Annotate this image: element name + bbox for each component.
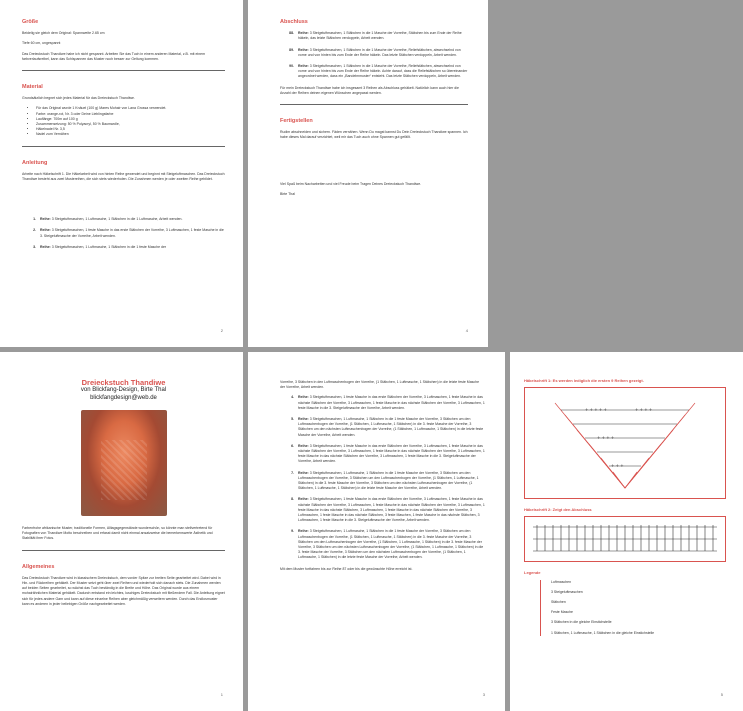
page-number: 3	[482, 692, 485, 697]
author-line: von Blickfang-Design, Birte Thal	[80, 387, 167, 393]
material-item: • Farbe: orange-rot, Nr. 3 oder Deine Lieblingsfarbe	[36, 112, 225, 117]
row-item: 9. Reihe: 3 Steigeluftmaschen, 1 Luftmasche, 1 Stäbchen in die 1 feste Masche der Vorreihe, 3 Stäbchen um den Luftmaschenbogen der Vorreihe, (1 Stäbchen, 1 Luftmasche, 1 Stäbchen) in die 3. feste Masche der Vorreihe, 3 Stäbchen um den Luftmaschenbogen der Vorreihe, (1 Stäbchen, 1 Luftmasche, 1 Stäbchen) in die 3. feste Masche der Vorreihe, 3 Stäbchen um den nächsten Luftmaschenbogen der Vorreihe, (1 Stäbchen, 1 Luftmasche, 1 Stäbchen) in die 3. feste Masche der Vorreihe, 3 Stäbchen um den nächsten Luftmaschenbogen der Vorreihe, (1 Stäbchen, 1 Luftmasche, 1 Stäbchen) in die letzte feste Masche der Vorreihe, Arbeit wenden.	[291, 529, 484, 560]
row-item: 2. Reihe: 3 Steigeluftmaschen, 1 feste Masche in das erste Stäbchen der Vorreihe, 3 Luftmaschen, 1 feste Masche in die 3. Steigeluftmasche der Vorreihe, Arbeit wenden.	[33, 228, 224, 238]
heading-abschluss: Abschluss	[280, 19, 308, 25]
page-1	[0, 352, 243, 711]
row-item: 6. Reihe: 3 Steigeluftmaschen, 1 feste Masche in das erste Stäbchen der Vorreihe, 3 Luftmaschen, 1 feste Masche in das nächste Stäbchen der Vorreihe, 3 Luftmaschen, 1 feste Masche in das nächste Stäbchen der Vorreihe, 3 Luftmaschen, 1 feste Masche in das nächste Stäbchen der Vorreihe, 3 Luftmaschen, 1 feste Masche in die 3. Steigeluftmasche der Vorreihe, Arbeit wenden.	[291, 443, 485, 464]
svg-text:+ + + +: + + + +	[597, 435, 615, 441]
page-5	[510, 352, 743, 711]
row-item: 4. Reihe: 3 Steigeluftmaschen, 1 feste Masche in das erste Stäbchen der Vorreihe, 3 Luftmaschen, 1 feste Masche in das nächste Stäbchen der Vorreihe, 3 Luftmaschen, 1 feste Masche in das nächste Stäbchen der Vorreihe, 3 Luftmaschen, 1 feste Masche in die 3. Steigeluftmasche der Vorreihe, Arbeit wenden.	[291, 395, 485, 410]
signature: Birte Thal	[280, 191, 295, 196]
divider	[22, 70, 225, 71]
svg-text:+ + + + +: + + + + +	[585, 407, 607, 413]
groesse-line-1: Beidelig sie gleich dem Original: Spannweite 2.65 cm	[22, 31, 105, 36]
row-list	[280, 31, 468, 79]
shawl-photo	[81, 410, 167, 516]
row-item: 88. Reihe: 3 Steigeluftmaschen, 1 Stäbchen in die 1 Masche der Vorreihe, Stäbchen bis zum Ende der Reihe häkeln, das letzte Stäbchen verdoppeln, Arbeit wenden.	[289, 31, 462, 41]
heading-anleitung: Anleitung	[22, 159, 48, 166]
page-4	[248, 0, 488, 347]
closing-text: Mit dem Muster fortfahren bis zur Reihe 87 oder bis die gewünschte Höhe erreicht ist.	[280, 566, 413, 571]
legend	[540, 580, 729, 636]
divider	[22, 146, 225, 147]
fertigstellen-text: Rudim abschneiden und sichern. Fäden vernähen. Wenn Du magst kannst Du Dein Dreieckstuch Thandiwe spannen. Ich habe dieses Mal darauf verzichtet, weil mir das Tuch auch ohne Spannen gut gefällt.	[280, 130, 468, 140]
divider	[280, 104, 468, 105]
abschluss-note: Für mein Dreieckstuch Thandiwe habe ich insgesamt 3 Reihen als Abschluss gehäkelt. Natürlich kann auch hier die Anzahl der Reihen deinen eigenen Wünschen angepasst werden.	[280, 85, 459, 95]
legend-item: 3 Steigeluftmaschen	[551, 589, 583, 594]
page-number: 4	[465, 328, 468, 333]
material-item: • Zusammensetzung: 50 % Polyacryl, 50 % Baumwolle,	[36, 122, 225, 127]
divider	[22, 550, 225, 551]
allgemeines-text: Das Dreieckstuch Thandiwe wird in klassischem Dreieckstuch, dem vorder Spitze zur breiten Seite gearbeitet wird. Dabei wird in Hin- und Rückreihen gehäkelt. Der Muster setzt geht über zwei Reihen und wiederholt sich danach stets. Die Zunahmen werden auf beiden Seiten gearbeitet, so wächst das Tuch beständig in die Breite und Höhe. Das Original wurde aus einem mohairähnlichen Material gehäkelt. Dadurch entstand ein leichtes, luschiges Dreieckstuch mit fließendem Fall. Die Anleitung eignet sich für jedes andere Garn und kann auf diese einzelne Reihen aber gleichmäßig verweitern werden. Durch das Endlosmuster kann es anderen in jeder beliebigen Größe nachgearbeitet werden.	[22, 575, 225, 606]
intro-text: Farbenfrohe afrikanische Muster, traditionelle Formen, Alltagsgegenstände wunderschön, so könnte man stellvertretend für Fotografien von Thandiwe Motto beschreiben und erfasst damit nicht einmal ansatzweise die bemerkenswerte Ästhetik und Stabilität ihrer Fotos.	[22, 526, 213, 541]
svg-text:+ + + +: + + + +	[635, 407, 653, 413]
chart1-diagram	[525, 388, 725, 498]
material-intro: Grundsätzlich begnet sich jedes Material für das Dreieckstuch Thandiwe.	[22, 96, 135, 101]
row-item: 7. Reihe: 3 Steigeluftmaschen, 1 Luftmasche, 1 Stäbchen in die 1 feste Masche der Vorreihe, 3 Stäbchen um den Luftmaschenbogen der Vorreihe, 3 Stäbchen um den Luftmaschenbogen der Vorreihe, (1 Stäbchen, 1 Luftmasche, 1 Stäbchen) in die 3. feste Masche der Vorreihe, 3 Stäbchen um den nächsten Luftmaschenbogen der Vorreihe, (1 Stäbchen, 1 Luftmasche, 1 Stäbchen) in die letzte feste Masche der Vorreihe, Arbeit wenden.	[291, 470, 479, 491]
chart2-title: Häkelschrift 2: Zeigt den Abschluss	[524, 507, 592, 513]
groesse-line-2: Tiefe 60 cm, ungespannt	[22, 41, 61, 46]
page-2	[0, 0, 243, 347]
row-item: 8. Reihe: 3 Steigeluftmaschen, 1 feste Masche in das erste Stäbchen der Vorreihe, 3 Luftmaschen, 1 feste Masche in das nächste Stäbchen der Vorreihe, 3 Luftmaschen, 1 feste Masche in das nächste Stäbchen der Vorreihe, 3 Luftmaschen, 1 feste Masche in das nächste Stäbchen, 3 Luftmaschen, 1 feste Masche in das nächste Stäbchen der Vorreihe, 3 Luftmaschen, 1 feste Masche in das nächste Stäbchen, 3 feste Maschen, 1 feste Masche in das nächste Stäbchen, 3 Luftmaschen, 1 feste Masche in die 3. Steigeluftmasche der Vorreihe, Arbeit wenden.	[291, 497, 485, 523]
document-title: Dreieckstuch Thandiwe	[81, 378, 166, 387]
row-item: 90. Reihe: 3 Steigeluftmaschen, 1 Stäbchen in die 1 Masche der Vorreihe, Reliefstäbchen, abwechselnd von vorne und von hinten bis zum Ende der Reihe häkeln. Achte darauf, dass die Reliefstäbchen so übereinander angeordnet werden, dass ein „Bandelmmuster“ entsteht. Das letzte Stäbchen verdoppeln, Arbeit wenden.	[289, 64, 468, 79]
row-item: 1. Reihe: 3 Steigeluftmaschen, 1 Luftmasche, 1 Stäbchen in die 1 Luftmasche, Arbeit wenden.	[33, 217, 183, 222]
anleitung-text: Arbeite nach Häkelschrift 1. Die Häkelarbeit wird von hinten Reihe gewendet und beginnt mit Steigeluftmaschen. Das Dreieckstuch Thandiwe besteht aus zwei Mustereihen, die sich stets wiederholen. Die Zunahmen werden je oder zweiten Reihe gebildet.	[22, 171, 225, 182]
heading-fertigstellen: Fertigstellen	[280, 118, 313, 125]
crochet-chart-2	[524, 516, 726, 562]
legend-item: Stäbchen	[551, 600, 566, 605]
closing-text: Viel Spaß beim Nacharbeiten und viel Freude beim Tragen Deines Dreieckstuch Thandiwe.	[280, 181, 422, 186]
legend-item: Feste Masche	[551, 610, 573, 615]
chart2-diagram	[525, 517, 725, 561]
row-item: 89. Reihe: 3 Steigeluftmaschen, 1 Stäbchen in die 1 Masche der Vorreihe, Reliefstäbchen, abwechselnd von vorne und von hinten bis zum Ende der Reihe häkeln. Das letzte Stäbchen verdoppeln, Arbeit wenden.	[289, 47, 461, 57]
page-number: 2	[220, 328, 223, 333]
material-item: • Nadel zum Vernähen	[36, 132, 225, 137]
row-item: 5. Reihe: 3 Steigeluftmaschen, 1 Luftmasche, 1 Stäbchen in die 1 feste Masche der Vorreihe, 3 Stäbchen um den Luftmaschenbogen der Vorreihe, (1 Stäbchen, 1 Luftmasche, 1 Stäbchen) in die 3. feste Masche der Vorreihe, 3 Stäbchen um den nächsten Luftmaschenbogen der Vorreihe, (1 Stäbchen, 1 Luftmasche, 1 Stäbchen) in die letzte feste Masche der Vorreihe, Arbeit wenden.	[291, 417, 484, 437]
material-item: • Lauflänge: 700m auf 100 g	[36, 117, 225, 122]
material-list	[22, 106, 225, 137]
page-number: 5	[720, 692, 723, 697]
groesse-line-3: Das Dreieckstuch Thandiwe habe ich nicht gespannt. Arbeiten Sie das Tuch in einem anderen Material, z.B. mit einem farbverlaufsreibel, kann das Schlspannen das Muster noch besser zur Geltung kommen.	[22, 51, 206, 61]
legend-title: Legende	[524, 570, 541, 576]
legend-item: 1 Stäbchen, 1 Luftmasche, 1 Stäbchen in die gleiche Einstichstelle	[551, 630, 655, 635]
svg-text:+ + +: + + +	[611, 463, 624, 469]
row-list	[280, 395, 485, 560]
chart1-title: Häkelschrift 1: Es werden lediglich die ersten 9 Reihen gezeigt.	[524, 378, 644, 383]
page-number: 1	[220, 692, 223, 697]
author-email: blickfangdesign@web.de	[90, 394, 157, 401]
heading-allgemeines: Allgemeines	[22, 563, 55, 570]
lead-text: Vorreihe, 3 Stäbchen in den Luftmaschenbogen der Vorreihe, (1 Stäbchen, 1 Luftmasche, 1 Stäbchen) in die letzte feste Masche der Vorreihe, Arbeit wenden.	[280, 380, 480, 390]
heading-groesse: Größe	[22, 19, 39, 25]
page-3	[248, 352, 505, 711]
material-item: • Für das Original wurde 1 Knäuel (100 g) Mares Mohair von Lana Grossa verwendet.	[36, 106, 225, 111]
legend-item: Luftmaschen	[551, 579, 572, 584]
legend-item: 3 Stäbchen in die gleiche Einstichstelle	[551, 620, 612, 625]
row-item: 3. Reihe: 3 Steigeluftmaschen, 1 Luftmasche, 1 Stäbchen in die 1 feste Masche der	[33, 244, 167, 249]
heading-material: Material	[22, 84, 43, 91]
crochet-chart-1	[524, 387, 726, 499]
row-list	[22, 217, 225, 250]
material-item: • Häkelnadel Nr. 3,5	[36, 127, 225, 132]
